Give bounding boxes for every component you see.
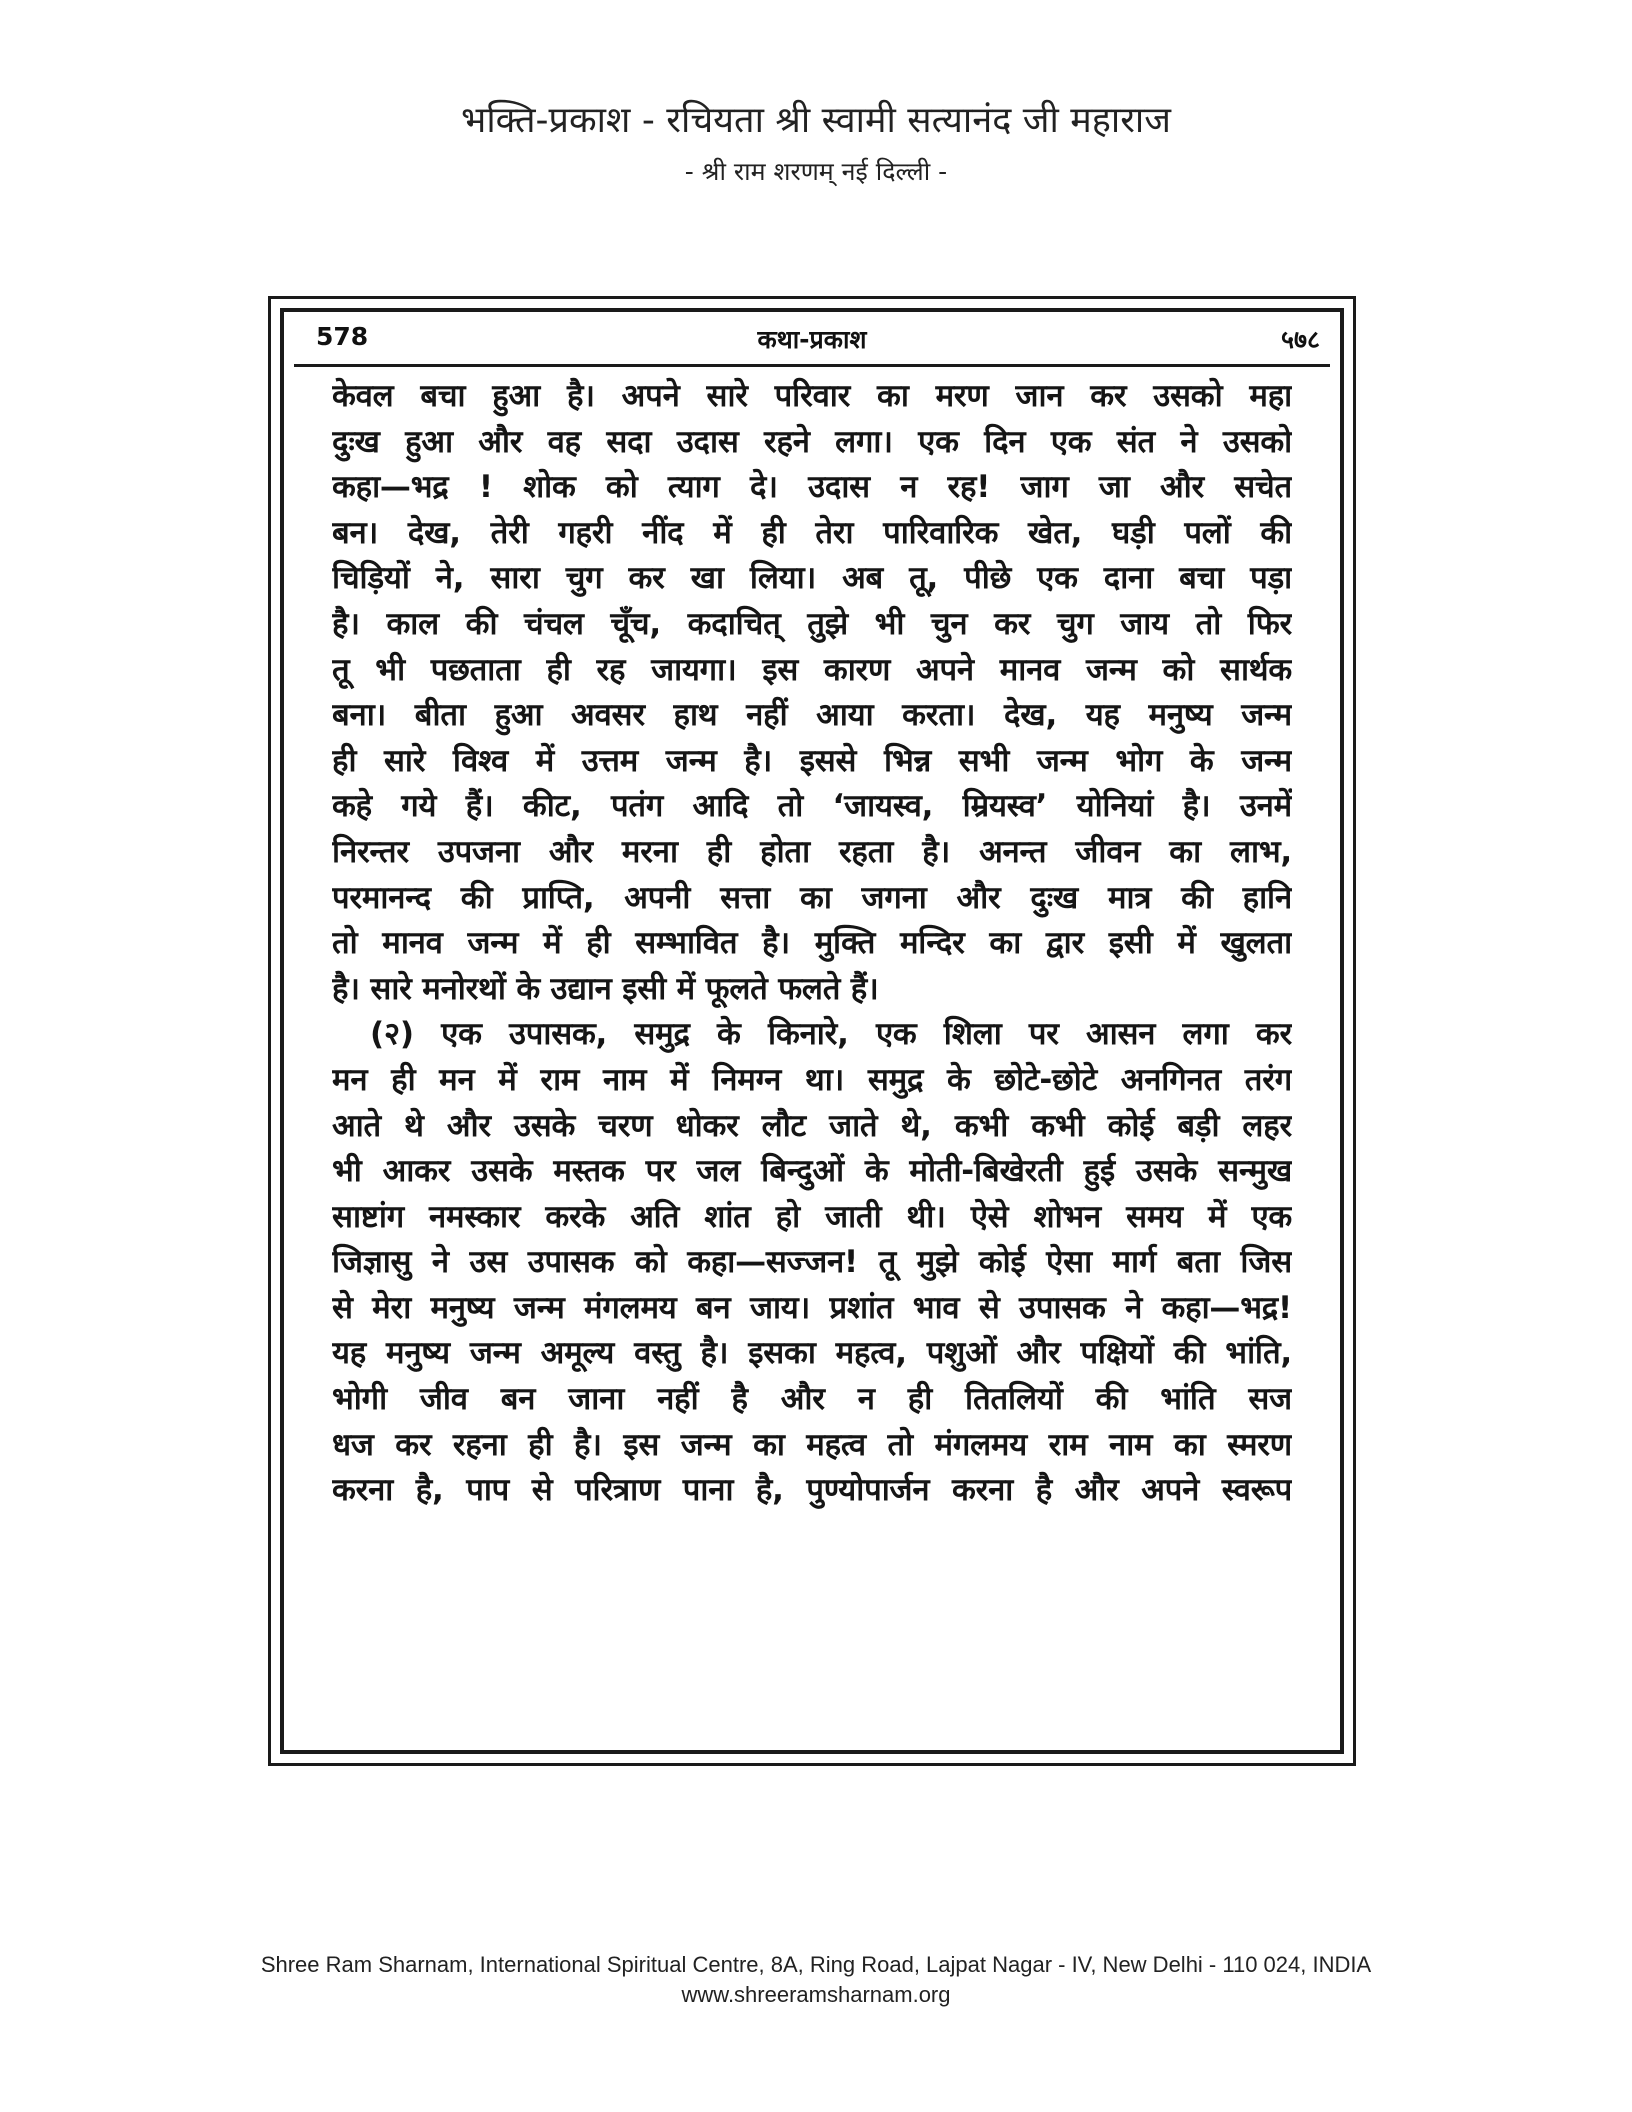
- text-line: धज कर रहना ही है। इस जन्म का महत्व तो मंगलमय राम नाम का स्मरण: [332, 1426, 1292, 1463]
- text-line: निरन्तर उपजना और मरना ही होता रहता है। अनन्त जीवन का लाभ,: [332, 833, 1292, 870]
- text-line-paragraph-start: (२) एक उपासक, समुद्र के किनारे, एक शिला पर आसन लगा कर: [370, 1016, 1292, 1053]
- text-line: भी आकर उसके मस्तक पर जल बिन्दुओं के मोती-बिखेरती हुई उसके सन्मुख: [332, 1153, 1292, 1190]
- footer-website-link[interactable]: www.shreeramsharnam.org: [681, 1982, 951, 2007]
- section-title: कथा-प्रकाश: [757, 325, 867, 354]
- text-line: केवल बचा हुआ है। अपने सारे परिवार का मरण जान कर उसको महा: [332, 378, 1292, 414]
- text-line: है। काल की चंचल चूँच, कदाचित् तुझे भी चुन कर चुग जाय तो फिर: [332, 605, 1292, 642]
- text-line: चिड़ियों ने, सारा चुग कर खा लिया। अब तू, पीछे एक दाना बचा पड़ा: [332, 560, 1292, 597]
- footer-address: Shree Ram Sharnam, International Spiritual Centre, 8A, Ring Road, Lajpat Nagar - IV, New Delhi - 110 024, INDIA: [260, 1952, 1372, 1977]
- text-line: दुःख हुआ और वह सदा उदास रहने लगा। एक दिन एक संत ने उसको: [332, 423, 1292, 460]
- text-line: से मेरा मनुष्य जन्म मंगलमय बन जाय। प्रशांत भाव से उपासक ने कहा—भद्र!: [332, 1289, 1292, 1326]
- book-title: भक्ति-प्रकाश - रचियता श्री स्वामी सत्यानंद जी महाराज: [461, 100, 1171, 141]
- body-text: [332, 374, 1292, 1514]
- text-line: परमानन्द की प्राप्ति, अपनी सत्ता का जगना और दुःख मात्र की हानि: [332, 879, 1292, 916]
- book-subtitle: - श्री राम शरणम् नई दिल्ली -: [684, 157, 948, 186]
- text-line: आते थे और उसके चरण धोकर लौट जाते थे, कभी कभी कोई बड़ी लहर: [332, 1107, 1292, 1144]
- running-head: [294, 312, 1330, 367]
- text-line: जिज्ञासु ने उस उपासक को कहा—सज्जन! तू मुझे कोई ऐसा मार्ग बता जिस: [332, 1244, 1292, 1281]
- page-header: [0, 96, 1632, 192]
- page-number-left: 578: [316, 322, 369, 351]
- text-line: साष्टांग नमस्कार करके अति शांत हो जाती थी। ऐसे शोभन समय में एक: [332, 1198, 1292, 1235]
- text-line: करना है, पाप से परित्राण पाना है, पुण्योपार्जन करना है और अपने स्वरूप: [332, 1472, 1292, 1509]
- text-line: बना। बीता हुआ अवसर हाथ नहीं आया करता। देख, यह मनुष्य जन्म: [332, 697, 1292, 734]
- text-line: कहे गये हैं। कीट, पतंग आदि तो ‘जायस्व, म्रियस्व’ योनियां है। उनमें: [332, 788, 1292, 825]
- text-line: भोगी जीव बन जाना नहीं है और न ही तितलियों की भांति सज: [332, 1381, 1292, 1418]
- page-frame: [268, 296, 1356, 1766]
- page-number-right: ५७८: [1280, 325, 1320, 354]
- text-line: कहा—भद्र ! शोक को त्याग दे। उदास न रह! जाग जा और सचेत: [332, 469, 1292, 506]
- text-line: तो मानव जन्म में ही सम्भावित है। मुक्ति मन्दिर का द्वार इसी में खुलता: [332, 925, 1292, 962]
- text-line-paragraph-end: है। सारे मनोरथों के उद्यान इसी में फूलते फलते हैं।: [332, 970, 879, 1007]
- text-line: तू भी पछताता ही रह जायगा। इस कारण अपने मानव जन्म को सार्थक: [332, 651, 1292, 688]
- text-line: मन ही मन में राम नाम में निमग्न था। समुद्र के छोटे-छोटे अनगिनत तरंग: [332, 1061, 1292, 1098]
- page-footer: [0, 1950, 1632, 2010]
- text-line: ही सारे विश्व में उत्तम जन्म है। इससे भिन्न सभी जन्म भोग के जन्म: [332, 742, 1292, 779]
- text-line: बन। देख, तेरी गहरी नींद में ही तेरा पारिवारिक खेत, घड़ी पलों की: [332, 514, 1292, 551]
- page-frame-inner: [280, 308, 1344, 1754]
- text-line: यह मनुष्य जन्म अमूल्य वस्तु है। इसका महत्व, पशुओं और पक्षियों की भांति,: [332, 1335, 1292, 1372]
